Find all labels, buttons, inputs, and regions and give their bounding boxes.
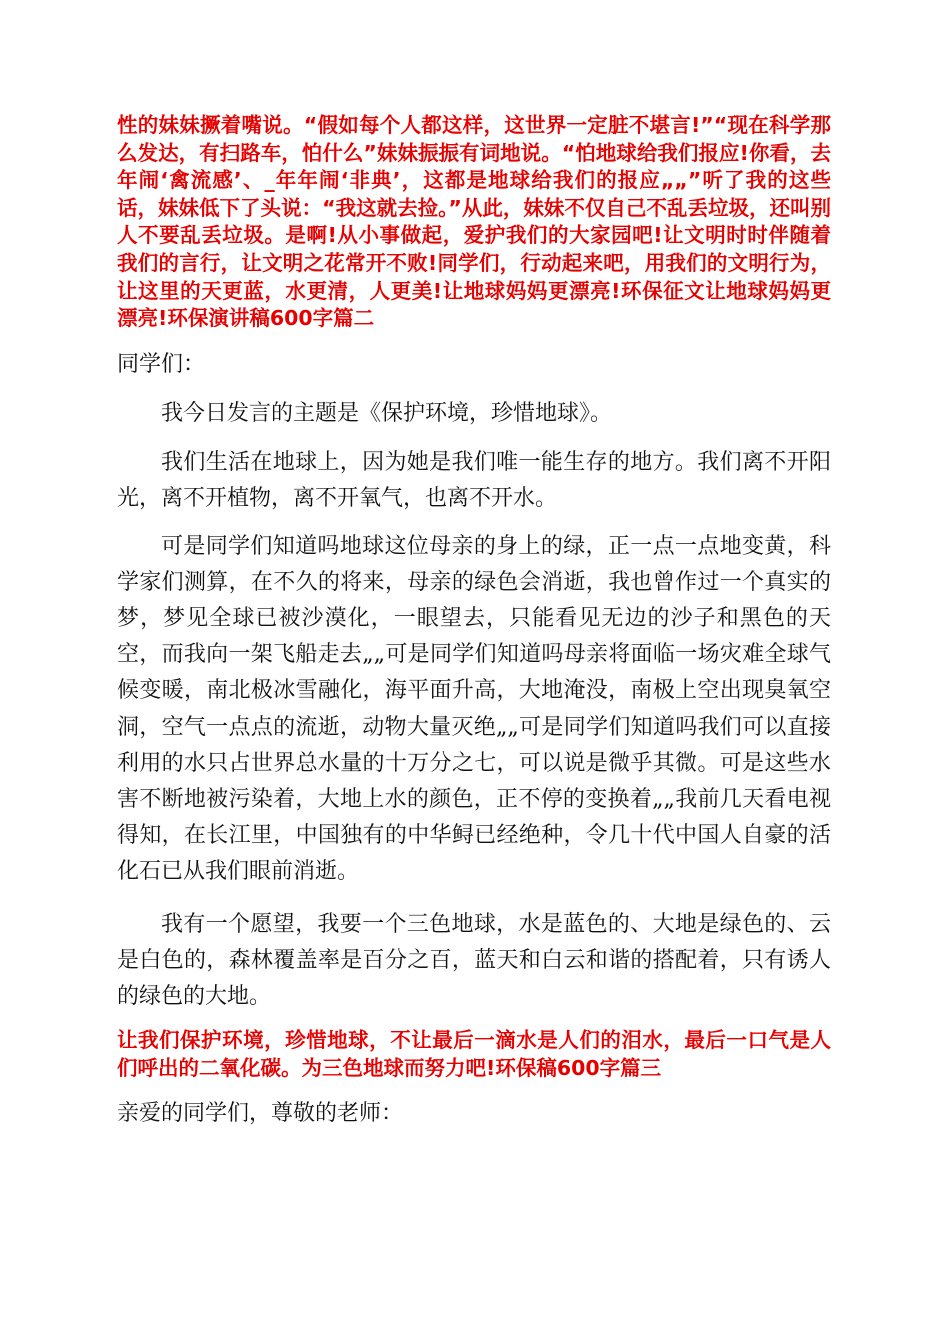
highlighted-paragraph: 性的妹妹撅着嘴说。“假如每个人都这样，这世界一定脏不堪言!”“现在科学那么发达，有扫路车，怕什么”妹妹振振有词地说。“怕地球给我们报应!你看，去年闹‘禽流感’、_年年闹‘非典’，这都是地球给我们的报应„„”听了我的这些话，妹妹低下了头说：“我这就去捡。”从此，妹妹不仅自己不乱丢垃圾，还叫别人不要乱丢垃圾。是啊!从小事做起，爱护我们的大家园吧!让文明时时伴随着我们的言行，让文明之花常开不败!同学们，行动起来吧，用我们的文明行为，让这里的天更蓝，水更清，人更美!让地球妈妈更漂亮!环保征文让地球妈妈更漂亮!环保演讲稿600字篇二	[117, 113, 831, 331]
highlighted-paragraph: 让我们保护环境，珍惜地球，不让最后一滴水是人们的泪水，最后一口气是人们呼出的二氧化碳。为三色地球而努力吧!环保稿600字篇三	[117, 1028, 831, 1080]
speech-topic-paragraph: 我今日发言的主题是《保护环境，珍惜地球》。	[161, 400, 613, 426]
document-page	[117, 112, 831, 1133]
body-paragraph: 我们生活在地球上，因为她是我们唯一能生存的地方。我们离不开阳光，离不开植物，离不开氧气，也离不开水。	[117, 450, 831, 512]
salutation-classmates: 同学们：	[117, 351, 206, 377]
salutation-students-teachers: 亲爱的同学们，尊敬的老师：	[117, 1101, 404, 1127]
body-paragraph: 我有一个愿望，我要一个三色地球，水是蓝色的、大地是绿色的、云是白色的，森林覆盖率是百分之百，蓝天和白云和谐的搭配着，只有诱人的绿色的大地。	[117, 911, 831, 1009]
body-paragraph: 可是同学们知道吗地球这位母亲的身上的绿，正一点一点地变黄，科学家们测算，在不久的将来，母亲的绿色会消逝，我也曾作过一个真实的梦，梦见全球已被沙漠化，一眼望去，只能看见无边的沙子和黑色的天空，而我向一架飞船走去„„可是同学们知道吗母亲将面临一场灾难全球气候变暖，南北极冰雪融化，海平面升高，大地淹没，南极上空出现臭氧空洞，空气一点点的流逝，动物大量灭绝„„可是同学们知道吗我们可以直接利用的水只占世界总水量的十万分之七，可以说是微乎其微。可是这些水害不断地被污染着，大地上水的颜色，正不停的变换着„„我前几天看电视得知，在长江里，中国独有的中华鲟已经绝种，令几十代中国人自豪的活化石已从我们眼前消逝。	[117, 533, 831, 885]
